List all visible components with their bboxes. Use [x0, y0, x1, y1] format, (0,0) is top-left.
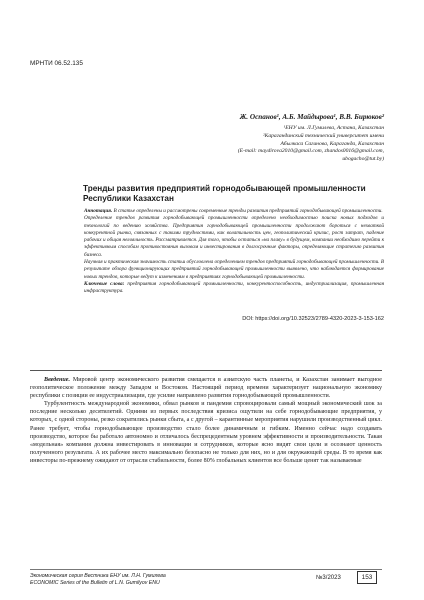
- author-affiliations: [154, 125, 384, 164]
- body-text: Мировой центр экономического развития смещается в азиатскую часть планеты, и Казахстан занимает выгодное геополитическое положение между Западом и Востоком. Настоящий период времени характеризует национальную экономику республики с позиции ее индустриализации, где усилие направлено развития горнодобывающей промышленности.: [30, 377, 382, 400]
- abstract-paragraph: Научная и практическая значимость статьи обусловлена определением трендов предприятий горнодобывающей промышленности. В результате обзора функционирующих предприятий горнодобывающей промышленности выявлено, что наблюдается формирование новых трендов, которые ведут к изменениям в предприятиях горнодобывающей промышленности.: [84, 259, 384, 280]
- issue-number: №3/2023: [316, 575, 341, 581]
- section-divider: [30, 370, 382, 371]
- mrnti-code: МРНТИ 06.52.135: [30, 60, 83, 67]
- journal-name-en: ECONOMIC Series of the Bulletin of L.N. Gumilyov ENU: [30, 580, 160, 586]
- affiliation-line: Абылкаса Сагинова, Караганда, Казахстан: [280, 140, 384, 147]
- abstract-paragraph: Определение трендов развития горнодобывающей промышленности определено необходимостью поиска новых подходов и технологий по ведению хозяйства. Предприятия горнодобывающей промышленности продолжают бороться с нехваткой конкурентной рынка, связанных с такими трудностями, как волатильность цен, геополитический кризис, рост затрат, падение рабочих и общая нелояльность. Рассматривается. Для того, чтобы остаться «на плаву» в будущем, компании необходимо перейти к эффективным способам противостояния вызовам и инвестирования в долгосрочные факторы, определяющие стратегию развития бизнеса.: [84, 215, 384, 258]
- abstract-text: В статье определены и рассмотрены современные тренды развития предприятий горнодобывающей промышленности.: [113, 208, 383, 214]
- body-paragraph: [30, 376, 382, 400]
- footer-divider: [30, 569, 382, 570]
- intro-heading: Введение.: [44, 377, 70, 383]
- affiliation-line: (E-mail: maydirova2010@gmail.com, zhandos0016@gmail.com,: [237, 148, 384, 155]
- page-number: 153: [357, 571, 377, 584]
- journal-name-ru: Экономическая серия Вестника ЕНУ им. Л.Н. Гумилева: [30, 573, 166, 579]
- affiliation-line: ²Карагандинский технический университет имени: [262, 132, 384, 139]
- keywords-text: предприятия горнодобывающей промышленности, конкурентоспособность, индустриализация, промышленная инфраструктура.: [84, 280, 385, 295]
- keywords-paragraph: [84, 281, 384, 296]
- affiliation-line: ¹ЕНУ им. Л.Гумилева, Астана, Казахстан: [283, 125, 384, 131]
- affiliation-line: ubogacho@tut.by): [342, 156, 384, 163]
- abstract-label: Аннотация.: [84, 208, 113, 214]
- doi-link[interactable]: DOI: https://doi.org/10.32523/2789-4320-2023-3-153-162: [242, 316, 384, 322]
- article-body: [30, 376, 382, 465]
- author-list: Ж. Оспанов¹, А.Б. Майдырова¹, В.В. Бирюков²: [239, 113, 384, 121]
- journal-footer: [30, 573, 166, 587]
- article-title: Тренды развития предприятий горнодобывающей промышленности Республики Казахстан: [83, 184, 366, 203]
- abstract-block: [84, 208, 384, 296]
- keywords-label: Ключевые слова:: [84, 280, 125, 287]
- body-paragraph: Турбулентность международной экономики, обвал рынков и пандемия спровоцировали самый мощный экономический шок за последние несколько десятилетий. Одними из первых последствия кризиса ощутили на себе горнодобывающие предприятия, у которых, с одной стороны, резко сократились рынки сбыта, а с другой – карантинные мероприятия нарушили производственный цикл. Ранее требует, чтобы горнодобывающее производство стало более динамичным и гибким. Именно сейчас надо создавать производство, которое бы работало автономно и отличалось беспрецедентным уровнем эффективности и производительности. Такая «модельная» компания должна инвестировать в инновации и сотрудников, которые ясно видят свои цели и осознают ценность полученного результата. А их рабочее место максимально безопасно не только для них, но и для окружающей среды. В то время как инвесторы по-прежнему ожидают от отрасли стабильности, более 80% глобальных клиентов все больше ценят так называемые: [30, 401, 382, 464]
